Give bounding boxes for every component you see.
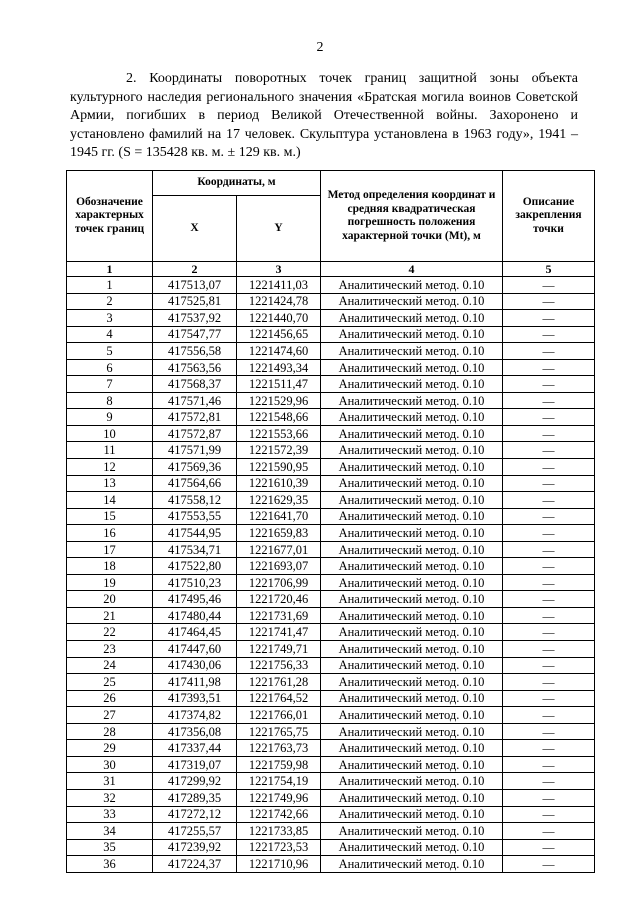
y-coordinate: 1221763,73 <box>237 740 321 757</box>
column-number: 5 <box>503 262 595 277</box>
description-cell: — <box>503 492 595 509</box>
point-number: 34 <box>67 823 153 840</box>
table-row <box>67 392 595 409</box>
description-cell: — <box>503 773 595 790</box>
description-cell: — <box>503 789 595 806</box>
description-cell: — <box>503 525 595 542</box>
description-cell: — <box>503 806 595 823</box>
description-cell: — <box>503 425 595 442</box>
method-cell: Аналитический метод. 0.10 <box>321 591 503 608</box>
point-number: 16 <box>67 525 153 542</box>
point-number: 25 <box>67 674 153 691</box>
point-number: 18 <box>67 558 153 575</box>
table-row <box>67 558 595 575</box>
method-cell: Аналитический метод. 0.10 <box>321 789 503 806</box>
point-number: 14 <box>67 492 153 509</box>
x-coordinate: 417547,77 <box>153 326 237 343</box>
point-number: 7 <box>67 376 153 393</box>
x-coordinate: 417356,08 <box>153 723 237 740</box>
y-coordinate: 1221733,85 <box>237 823 321 840</box>
table-row <box>67 425 595 442</box>
y-coordinate: 1221720,46 <box>237 591 321 608</box>
description-cell: — <box>503 823 595 840</box>
section-paragraph <box>70 70 578 163</box>
description-cell: — <box>503 591 595 608</box>
method-cell: Аналитический метод. 0.10 <box>321 624 503 641</box>
point-number: 4 <box>67 326 153 343</box>
point-number: 36 <box>67 856 153 873</box>
point-number: 13 <box>67 475 153 492</box>
y-coordinate: 1221723,53 <box>237 839 321 856</box>
y-coordinate: 1221761,28 <box>237 674 321 691</box>
point-number: 28 <box>67 723 153 740</box>
method-cell: Аналитический метод. 0.10 <box>321 574 503 591</box>
column-number: 3 <box>237 262 321 277</box>
point-number: 30 <box>67 756 153 773</box>
y-coordinate: 1221706,99 <box>237 574 321 591</box>
y-coordinate: 1221511,47 <box>237 376 321 393</box>
y-coordinate: 1221749,71 <box>237 641 321 658</box>
point-number: 15 <box>67 508 153 525</box>
table-row <box>67 690 595 707</box>
y-coordinate: 1221766,01 <box>237 707 321 724</box>
point-number: 22 <box>67 624 153 641</box>
description-cell: — <box>503 707 595 724</box>
header-point-designation: Обозначение характерных точек границ <box>67 171 153 262</box>
point-number: 9 <box>67 409 153 426</box>
method-cell: Аналитический метод. 0.10 <box>321 277 503 294</box>
x-coordinate: 417239,92 <box>153 839 237 856</box>
table-row <box>67 856 595 873</box>
description-cell: — <box>503 326 595 343</box>
x-coordinate: 417534,71 <box>153 541 237 558</box>
description-cell: — <box>503 293 595 310</box>
y-coordinate: 1221641,70 <box>237 508 321 525</box>
table-row <box>67 723 595 740</box>
x-coordinate: 417393,51 <box>153 690 237 707</box>
x-coordinate: 417513,07 <box>153 277 237 294</box>
method-cell: Аналитический метод. 0.10 <box>321 475 503 492</box>
method-cell: Аналитический метод. 0.10 <box>321 856 503 873</box>
table-row <box>67 409 595 426</box>
method-cell: Аналитический метод. 0.10 <box>321 657 503 674</box>
table-row <box>67 823 595 840</box>
table-row <box>67 326 595 343</box>
table-row <box>67 756 595 773</box>
point-number: 29 <box>67 740 153 757</box>
method-cell: Аналитический метод. 0.10 <box>321 641 503 658</box>
method-cell: Аналитический метод. 0.10 <box>321 707 503 724</box>
column-number-row <box>67 262 595 277</box>
point-number: 23 <box>67 641 153 658</box>
x-coordinate: 417289,35 <box>153 789 237 806</box>
x-coordinate: 417480,44 <box>153 607 237 624</box>
point-number: 5 <box>67 343 153 360</box>
x-coordinate: 417319,07 <box>153 756 237 773</box>
x-coordinate: 417569,36 <box>153 459 237 476</box>
table-row <box>67 442 595 459</box>
description-cell: — <box>503 541 595 558</box>
y-coordinate: 1221440,70 <box>237 310 321 327</box>
table-row <box>67 376 595 393</box>
x-coordinate: 417447,60 <box>153 641 237 658</box>
x-coordinate: 417255,57 <box>153 823 237 840</box>
point-number: 11 <box>67 442 153 459</box>
x-coordinate: 417464,45 <box>153 624 237 641</box>
table-row <box>67 574 595 591</box>
point-number: 32 <box>67 789 153 806</box>
y-coordinate: 1221529,96 <box>237 392 321 409</box>
table-row <box>67 492 595 509</box>
method-cell: Аналитический метод. 0.10 <box>321 558 503 575</box>
x-coordinate: 417553,55 <box>153 508 237 525</box>
y-coordinate: 1221765,75 <box>237 723 321 740</box>
point-number: 27 <box>67 707 153 724</box>
table-row <box>67 839 595 856</box>
y-coordinate: 1221424,78 <box>237 293 321 310</box>
table-row <box>67 310 595 327</box>
table-row <box>67 277 595 294</box>
x-coordinate: 417411,98 <box>153 674 237 691</box>
method-cell: Аналитический метод. 0.10 <box>321 541 503 558</box>
description-cell: — <box>503 376 595 393</box>
table-header <box>67 171 595 277</box>
x-coordinate: 417272,12 <box>153 806 237 823</box>
table-row <box>67 607 595 624</box>
y-coordinate: 1221548,66 <box>237 409 321 426</box>
table-row <box>67 293 595 310</box>
x-coordinate: 417522,80 <box>153 558 237 575</box>
method-cell: Аналитический метод. 0.10 <box>321 326 503 343</box>
point-number: 17 <box>67 541 153 558</box>
description-cell: — <box>503 459 595 476</box>
description-cell: — <box>503 475 595 492</box>
x-coordinate: 417430,06 <box>153 657 237 674</box>
description-cell: — <box>503 641 595 658</box>
point-number: 8 <box>67 392 153 409</box>
table-row <box>67 541 595 558</box>
x-coordinate: 417563,56 <box>153 359 237 376</box>
y-coordinate: 1221754,19 <box>237 773 321 790</box>
y-coordinate: 1221411,03 <box>237 277 321 294</box>
table-row <box>67 624 595 641</box>
x-coordinate: 417568,37 <box>153 376 237 393</box>
method-cell: Аналитический метод. 0.10 <box>321 343 503 360</box>
point-number: 20 <box>67 591 153 608</box>
y-coordinate: 1221742,66 <box>237 806 321 823</box>
y-coordinate: 1221456,65 <box>237 326 321 343</box>
method-cell: Аналитический метод. 0.10 <box>321 674 503 691</box>
description-cell: — <box>503 624 595 641</box>
description-cell: — <box>503 756 595 773</box>
point-number: 26 <box>67 690 153 707</box>
point-number: 12 <box>67 459 153 476</box>
y-coordinate: 1221741,47 <box>237 624 321 641</box>
x-coordinate: 417337,44 <box>153 740 237 757</box>
description-cell: — <box>503 839 595 856</box>
x-coordinate: 417558,12 <box>153 492 237 509</box>
x-coordinate: 417495,46 <box>153 591 237 608</box>
description-cell: — <box>503 442 595 459</box>
x-coordinate: 417224,37 <box>153 856 237 873</box>
method-cell: Аналитический метод. 0.10 <box>321 823 503 840</box>
point-number: 31 <box>67 773 153 790</box>
x-coordinate: 417571,46 <box>153 392 237 409</box>
description-cell: — <box>503 674 595 691</box>
y-coordinate: 1221731,69 <box>237 607 321 624</box>
table-body <box>67 277 595 873</box>
description-cell: — <box>503 392 595 409</box>
method-cell: Аналитический метод. 0.10 <box>321 459 503 476</box>
method-cell: Аналитический метод. 0.10 <box>321 723 503 740</box>
description-cell: — <box>503 657 595 674</box>
method-cell: Аналитический метод. 0.10 <box>321 839 503 856</box>
point-number: 10 <box>67 425 153 442</box>
method-cell: Аналитический метод. 0.10 <box>321 508 503 525</box>
page-number: 2 <box>316 40 324 55</box>
description-cell: — <box>503 723 595 740</box>
method-cell: Аналитический метод. 0.10 <box>321 607 503 624</box>
header-coordinates: Координаты, м <box>153 171 321 196</box>
y-coordinate: 1221659,83 <box>237 525 321 542</box>
description-cell: — <box>503 607 595 624</box>
table-row <box>67 707 595 724</box>
x-coordinate: 417564,66 <box>153 475 237 492</box>
y-coordinate: 1221764,52 <box>237 690 321 707</box>
y-coordinate: 1221590,95 <box>237 459 321 476</box>
header-description: Описание закрепления точки <box>503 171 595 262</box>
method-cell: Аналитический метод. 0.10 <box>321 359 503 376</box>
description-cell: — <box>503 856 595 873</box>
x-coordinate: 417525,81 <box>153 293 237 310</box>
column-number: 4 <box>321 262 503 277</box>
method-cell: Аналитический метод. 0.10 <box>321 773 503 790</box>
header-method: Метод определения координат и средняя квадратическая погрешность положения характерной точки (Mt), м <box>321 171 503 262</box>
table-row <box>67 674 595 691</box>
x-coordinate: 417299,92 <box>153 773 237 790</box>
method-cell: Аналитический метод. 0.10 <box>321 442 503 459</box>
point-number: 3 <box>67 310 153 327</box>
description-cell: — <box>503 310 595 327</box>
x-coordinate: 417556,58 <box>153 343 237 360</box>
x-coordinate: 417572,87 <box>153 425 237 442</box>
paragraph-text: 2. Координаты поворотных точек границ защитной зоны объекта культурного наследия регионального значения «Братская могила воинов Советской Армии, погибших в период Великой Отечественной войны. Захоронено и установлено фамилий на 17 человек. Скульптура установлена в 1963 году», 1941 – 1945 гг. (S = 135428 кв. м. ± 129 кв. м.) <box>70 71 578 160</box>
coordinates-table <box>66 170 595 873</box>
y-coordinate: 1221493,34 <box>237 359 321 376</box>
y-coordinate: 1221629,35 <box>237 492 321 509</box>
x-coordinate: 417571,99 <box>153 442 237 459</box>
method-cell: Аналитический метод. 0.10 <box>321 690 503 707</box>
method-cell: Аналитический метод. 0.10 <box>321 806 503 823</box>
table-row <box>67 459 595 476</box>
method-cell: Аналитический метод. 0.10 <box>321 425 503 442</box>
table-row <box>67 773 595 790</box>
table-row <box>67 641 595 658</box>
table-row <box>67 475 595 492</box>
point-number: 1 <box>67 277 153 294</box>
table-row <box>67 359 595 376</box>
table-row <box>67 740 595 757</box>
point-number: 2 <box>67 293 153 310</box>
y-coordinate: 1221710,96 <box>237 856 321 873</box>
table-row <box>67 806 595 823</box>
method-cell: Аналитический метод. 0.10 <box>321 376 503 393</box>
method-cell: Аналитический метод. 0.10 <box>321 409 503 426</box>
table-row <box>67 343 595 360</box>
description-cell: — <box>503 558 595 575</box>
x-coordinate: 417572,81 <box>153 409 237 426</box>
x-coordinate: 417544,95 <box>153 525 237 542</box>
description-cell: — <box>503 277 595 294</box>
column-number: 1 <box>67 262 153 277</box>
description-cell: — <box>503 508 595 525</box>
x-coordinate: 417537,92 <box>153 310 237 327</box>
header-y: Y <box>237 196 321 262</box>
method-cell: Аналитический метод. 0.10 <box>321 293 503 310</box>
point-number: 21 <box>67 607 153 624</box>
method-cell: Аналитический метод. 0.10 <box>321 492 503 509</box>
method-cell: Аналитический метод. 0.10 <box>321 740 503 757</box>
description-cell: — <box>503 740 595 757</box>
table-row <box>67 525 595 542</box>
y-coordinate: 1221759,98 <box>237 756 321 773</box>
y-coordinate: 1221677,01 <box>237 541 321 558</box>
y-coordinate: 1221756,33 <box>237 657 321 674</box>
method-cell: Аналитический метод. 0.10 <box>321 525 503 542</box>
table-row <box>67 789 595 806</box>
point-number: 6 <box>67 359 153 376</box>
table-row <box>67 657 595 674</box>
table-row <box>67 591 595 608</box>
method-cell: Аналитический метод. 0.10 <box>321 392 503 409</box>
y-coordinate: 1221749,96 <box>237 789 321 806</box>
column-number: 2 <box>153 262 237 277</box>
x-coordinate: 417510,23 <box>153 574 237 591</box>
header-x: X <box>153 196 237 262</box>
point-number: 33 <box>67 806 153 823</box>
point-number: 35 <box>67 839 153 856</box>
y-coordinate: 1221572,39 <box>237 442 321 459</box>
description-cell: — <box>503 574 595 591</box>
x-coordinate: 417374,82 <box>153 707 237 724</box>
description-cell: — <box>503 409 595 426</box>
point-number: 24 <box>67 657 153 674</box>
y-coordinate: 1221610,39 <box>237 475 321 492</box>
description-cell: — <box>503 343 595 360</box>
table-row <box>67 508 595 525</box>
method-cell: Аналитический метод. 0.10 <box>321 756 503 773</box>
y-coordinate: 1221693,07 <box>237 558 321 575</box>
y-coordinate: 1221474,60 <box>237 343 321 360</box>
description-cell: — <box>503 690 595 707</box>
description-cell: — <box>503 359 595 376</box>
point-number: 19 <box>67 574 153 591</box>
method-cell: Аналитический метод. 0.10 <box>321 310 503 327</box>
y-coordinate: 1221553,66 <box>237 425 321 442</box>
